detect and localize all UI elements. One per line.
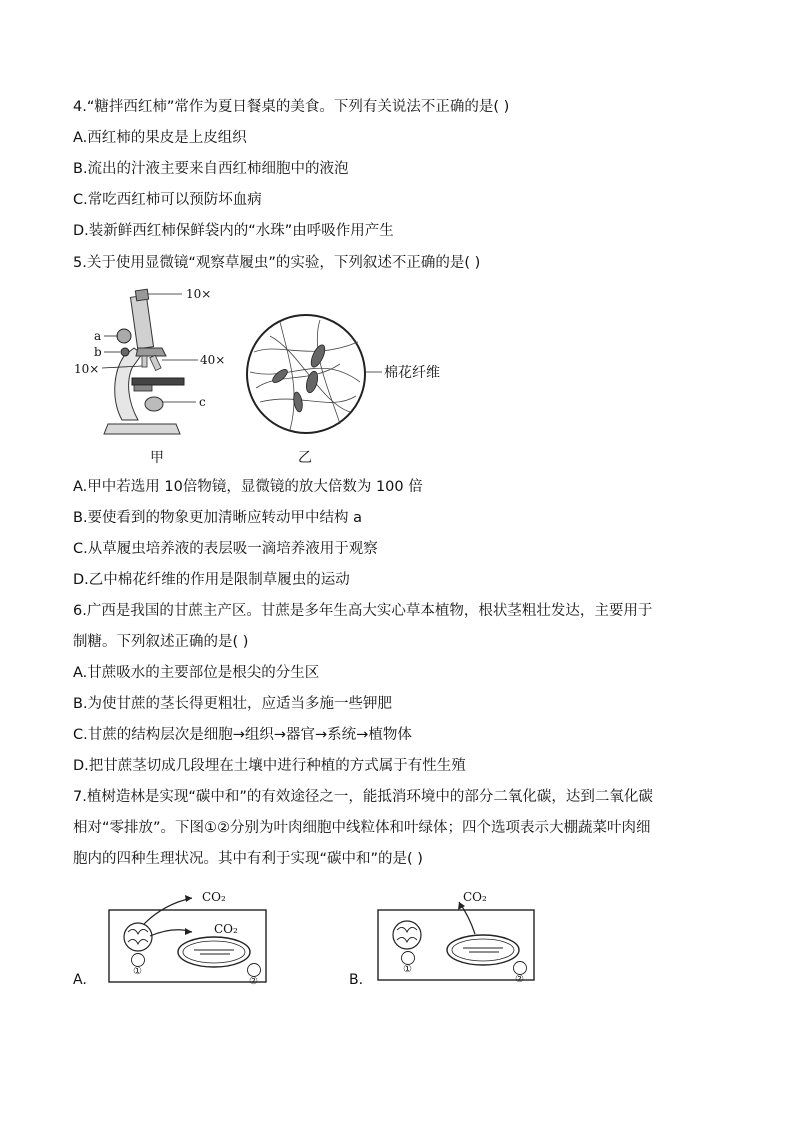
option-a-number-2: ② xyxy=(249,976,258,987)
q4-option-a: A.西红柿的果皮是上皮组织 xyxy=(73,130,247,146)
option-b-co2-top: CO₂ xyxy=(463,890,487,904)
q7-stem-line-2: 相对“零排放”。下图①②分别为叶肉细胞中线粒体和叶绿体；四个选项表示大棚蔬菜叶肉细 xyxy=(73,820,651,836)
option-a-diagram xyxy=(108,888,268,987)
fiber-label: 棉花纤维 xyxy=(384,365,440,381)
q5-option-b: B.要使看到的物象更加清晰应转动甲中结构 a xyxy=(73,510,363,526)
q7-stem-line-3: 胞内的四种生理状况。其中有利于实现“碳中和”的是( ) xyxy=(73,851,423,867)
q6-stem-line-2: 制糖。下列叙述正确的是( ) xyxy=(73,634,249,650)
label-b: b xyxy=(94,345,102,359)
label-a: a xyxy=(94,329,102,343)
option-a-co2-inner: CO₂ xyxy=(214,922,238,936)
q5-stem: 5.关于使用显微镜“观察草履虫”的实验，下列叙述不正确的是( ) xyxy=(73,255,481,271)
q6-option-a: A.甘蔗吸水的主要部位是根尖的分生区 xyxy=(73,665,320,681)
option-a-number-1: ① xyxy=(133,966,142,977)
q4-option-b: B.流出的汁液主要来自西红柿细胞中的液泡 xyxy=(73,161,349,177)
objective-high-label: 40× xyxy=(200,353,226,367)
q6-stem-line-1: 6.广西是我国的甘蔗主产区。甘蔗是多年生高大实心草本植物，根状茎粗壮发达，主要用于 xyxy=(73,603,653,619)
option-b-number-2: ② xyxy=(515,974,524,985)
q6-option-d: D.把甘蔗茎切成几段埋在土壤中进行种植的方式属于有性生殖 xyxy=(73,758,466,774)
option-a-cell-illustration xyxy=(108,888,268,984)
option-b-number-1: ① xyxy=(403,964,412,975)
objective-low-label: 10× xyxy=(74,362,100,376)
q5-option-d: D.乙中棉花纤维的作用是限制草履虫的运动 xyxy=(73,572,350,588)
caption-left: 甲 xyxy=(150,450,164,466)
eyepiece-label: 10× xyxy=(186,287,212,301)
q6-option-c: C.甘蔗的结构层次是细胞→组织→器官→系统→植物体 xyxy=(73,727,412,743)
option-a-co2-top: CO₂ xyxy=(202,890,226,904)
q6-option-b: B.为使甘蔗的茎长得更粗壮，应适当多施一些钾肥 xyxy=(73,696,393,712)
caption-right: 乙 xyxy=(298,450,312,466)
option-b-diagram xyxy=(377,888,537,984)
paramecium-figure xyxy=(240,312,460,442)
q4-option-c: C.常吃西红柿可以预防坏血病 xyxy=(73,192,262,208)
q5-option-c: C.从草履虫培养液的表层吸一滴培养液用于观察 xyxy=(73,541,378,557)
q4-stem: 4.“糖拌西红柿”常作为夏日餐桌的美食。下列有关说法不正确的是( ) xyxy=(73,99,510,115)
option-a-label: A. xyxy=(73,972,87,988)
q7-stem-line-1: 7.植树造林是实现“碳中和”的有效途径之一，能抵消环境中的部分二氧化碳，达到二氧化碳 xyxy=(73,789,653,805)
microscope-figure xyxy=(72,282,242,442)
label-c: c xyxy=(199,395,206,409)
option-b-label: B. xyxy=(349,972,364,988)
q5-option-a: A.甲中若选用 10倍物镜，显微镜的放大倍数为 100 倍 xyxy=(73,479,423,495)
q4-option-d: D.装新鲜西红柿保鲜袋内的“水珠”由呼吸作用产生 xyxy=(73,223,394,239)
option-b-cell-illustration xyxy=(377,888,537,984)
